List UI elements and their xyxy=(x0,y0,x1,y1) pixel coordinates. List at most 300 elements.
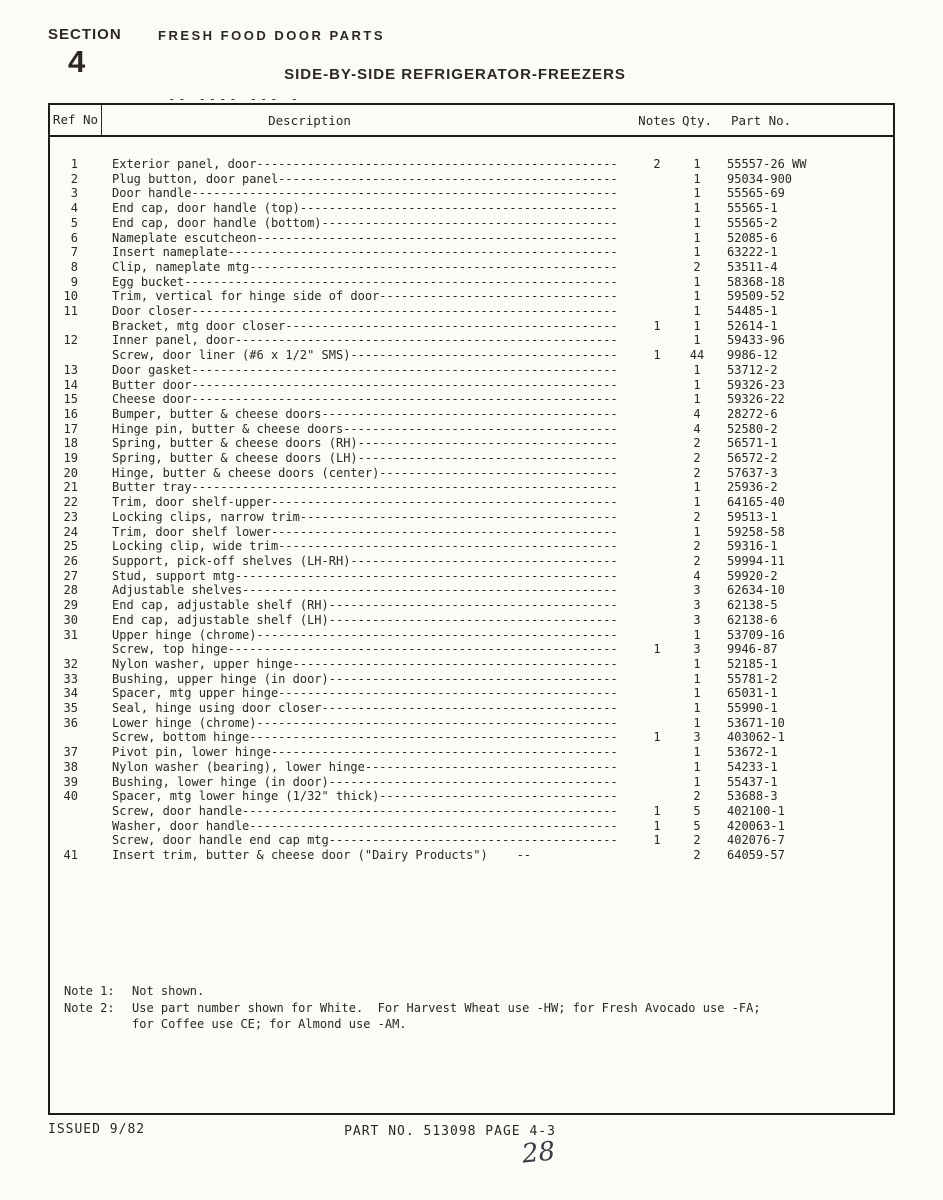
ref-no-cell: 39 xyxy=(63,774,78,789)
description-cell: Support, pick-off shelves (LH-RH)------------------------------------- xyxy=(112,553,618,568)
table-row xyxy=(50,760,893,775)
handwritten-page-number: 28 xyxy=(520,1136,557,1170)
qty-cell: 1 xyxy=(693,627,701,642)
description-cell: Exterior panel, door-------------------------------------------------- xyxy=(112,157,618,171)
table-row xyxy=(50,804,893,819)
qty-cell: 3 xyxy=(693,612,701,627)
qty-cell: 1 xyxy=(693,333,701,348)
ref-no-cell: 40 xyxy=(63,789,78,804)
table-row xyxy=(50,260,893,275)
ref-no-cell: 3 xyxy=(70,186,78,201)
notes-cell xyxy=(637,598,677,613)
description-cell: Door closer----------------------------------------------------------- xyxy=(112,304,618,319)
table-row xyxy=(50,716,893,731)
notes-cell xyxy=(637,789,677,804)
description-cell: Bumper, butter & cheese doors----------------------------------------- xyxy=(112,406,618,421)
description-cell: Clip, nameplate mtg--------------------------------------------------- xyxy=(112,259,618,274)
table-row xyxy=(50,642,893,657)
ref-no-cell: 33 xyxy=(63,671,78,686)
qty-cell: 1 xyxy=(693,686,701,701)
ref-no-cell: 27 xyxy=(63,568,78,583)
description-cell: End cap, door handle (bottom)----------------------------------------- xyxy=(112,215,618,230)
qty-cell: 1 xyxy=(693,671,701,686)
notes-cell xyxy=(637,260,677,275)
qty-cell: 3 xyxy=(693,598,701,613)
qty-cell: 3 xyxy=(693,642,701,657)
ref-no-cell: 30 xyxy=(63,612,78,627)
notes-cell xyxy=(637,745,677,760)
table-row xyxy=(50,201,893,216)
qty-cell: 1 xyxy=(693,745,701,760)
ref-no-cell: 25 xyxy=(63,539,78,554)
part-no-cell: 62138-6 xyxy=(727,612,778,627)
description-cell: Adjustable shelves---------------------------------------------------- xyxy=(112,583,618,598)
description-cell: Lower hinge (chrome)-------------------------------------------------- xyxy=(112,715,618,730)
table-header-row xyxy=(50,105,893,137)
qty-cell: 1 xyxy=(693,701,701,716)
table-row xyxy=(50,378,893,393)
section-subtitle: FRESH FOOD DOOR PARTS xyxy=(158,28,386,43)
table-row xyxy=(50,598,893,613)
ref-no-cell: 24 xyxy=(63,524,78,539)
description-cell: Stud, support mtg----------------------------------------------------- xyxy=(112,568,618,583)
description-cell: Bushing, lower hinge (in door)---------------------------------------- xyxy=(112,774,618,789)
part-no-cell: 25936-2 xyxy=(727,480,778,495)
table-row xyxy=(50,525,893,540)
description-cell: Butter tray----------------------------------------------------------- xyxy=(112,480,618,495)
description-cell: Spring, butter & cheese doors (LH)------------------------------------ xyxy=(112,451,618,466)
ref-no-cell: 41 xyxy=(63,848,78,863)
footnote-2-text-line2: for Coffee use CE; for Almond use -AM. xyxy=(132,1017,407,1031)
description-cell: Screw, door handle---------------------------------------------------- xyxy=(112,803,618,818)
notes-cell xyxy=(637,480,677,495)
qty-cell: 1 xyxy=(693,759,701,774)
notes-cell xyxy=(637,701,677,716)
notes-cell xyxy=(637,716,677,731)
description-cell: Bracket, mtg door closer---------------------------------------------- xyxy=(112,318,618,333)
table-row xyxy=(50,245,893,260)
description-cell: Egg bucket------------------------------------------------------------ xyxy=(112,274,618,289)
ref-no-cell xyxy=(50,319,102,334)
footnote-1 xyxy=(64,983,761,1000)
qty-cell: 1 xyxy=(693,524,701,539)
part-no-cell: 55565-69 xyxy=(727,186,785,201)
description-cell: Nylon washer (bearing), lower hinge----------------------------------- xyxy=(112,759,618,774)
notes-cell xyxy=(637,186,677,201)
footnote-2-indent-spacer xyxy=(64,1016,132,1033)
part-no-cell: 52185-1 xyxy=(727,656,778,671)
notes-cell xyxy=(637,451,677,466)
footer-part-number: PART NO. 513098 PAGE 4-3 xyxy=(344,1124,556,1139)
part-no-cell: 64165-40 xyxy=(727,495,785,510)
notes-cell xyxy=(637,657,677,672)
table-row xyxy=(50,186,893,201)
ref-no-cell: 12 xyxy=(63,333,78,348)
ref-no-cell: 13 xyxy=(63,362,78,377)
part-no-cell: 59509-52 xyxy=(727,289,785,304)
qty-cell: 1 xyxy=(693,274,701,289)
qty-cell: 2 xyxy=(693,436,701,451)
description-cell: Hinge pin, butter & cheese doors-------------------------------------- xyxy=(112,421,618,436)
section-label: SECTION xyxy=(48,26,122,43)
qty-cell: 1 xyxy=(693,392,701,407)
table-row xyxy=(50,848,893,863)
footnote-2-label: Note 2: xyxy=(64,1000,115,1015)
notes-cell: 1 xyxy=(653,730,661,745)
notes-cell xyxy=(637,304,677,319)
qty-cell: 3 xyxy=(693,583,701,598)
notes-cell xyxy=(637,289,677,304)
qty-cell: 1 xyxy=(693,215,701,230)
qty-cell: 2 xyxy=(693,259,701,274)
ref-no-cell: 11 xyxy=(63,304,78,319)
ref-no-cell: 6 xyxy=(70,230,78,245)
notes-cell xyxy=(637,583,677,598)
notes-cell: 1 xyxy=(653,642,661,657)
table-row xyxy=(50,348,893,363)
notes-cell xyxy=(637,672,677,687)
table-row xyxy=(50,466,893,481)
notes-cell xyxy=(637,231,677,246)
ref-no-cell: 34 xyxy=(63,686,78,701)
ref-no-cell: 17 xyxy=(63,421,78,436)
notes-cell xyxy=(637,775,677,790)
table-row xyxy=(50,436,893,451)
table-row xyxy=(50,480,893,495)
part-no-cell: 64059-57 xyxy=(727,848,785,863)
table-row xyxy=(50,216,893,231)
page-title: SIDE-BY-SIDE REFRIGERATOR-FREEZERS xyxy=(284,66,626,83)
description-cell: Plug button, door panel----------------------------------------------- xyxy=(112,171,618,186)
table-row xyxy=(50,157,893,172)
notes-cell xyxy=(637,495,677,510)
part-no-cell: 59433-96 xyxy=(727,333,785,348)
part-no-cell: 55437-1 xyxy=(727,774,778,789)
ref-no-cell xyxy=(50,819,102,834)
notes-cell xyxy=(637,760,677,775)
qty-cell: 1 xyxy=(693,715,701,730)
ref-no-cell: 5 xyxy=(70,215,78,230)
notes-cell xyxy=(637,628,677,643)
part-no-cell: 59326-22 xyxy=(727,392,785,407)
table-row xyxy=(50,745,893,760)
header-qty: Qty. xyxy=(681,112,713,128)
description-cell: Cheese door----------------------------------------------------------- xyxy=(112,392,618,407)
header-part-no: Part No. xyxy=(731,112,792,128)
table-row xyxy=(50,407,893,422)
part-no-cell: 59326-23 xyxy=(727,377,785,392)
table-row xyxy=(50,569,893,584)
qty-cell: 1 xyxy=(693,656,701,671)
footnote-1-label: Note 1: xyxy=(64,984,115,998)
ref-no-cell: 23 xyxy=(63,509,78,524)
description-cell: Screw, bottom hinge--------------------------------------------------- xyxy=(112,730,618,745)
part-no-cell: 55565-1 xyxy=(727,201,778,216)
notes-cell xyxy=(637,407,677,422)
qty-cell: 2 xyxy=(693,451,701,466)
ref-no-cell: 9 xyxy=(70,274,78,289)
part-no-cell: 53688-3 xyxy=(727,789,778,804)
description-cell: Butter door----------------------------------------------------------- xyxy=(112,377,618,392)
description-cell: Trim, door shelf-upper------------------------------------------------ xyxy=(112,495,618,510)
notes-cell: 1 xyxy=(653,818,661,833)
description-cell: End cap, door handle (top)-------------------------------------------- xyxy=(112,201,618,216)
ref-no-cell: 31 xyxy=(63,627,78,642)
ref-no-cell: 36 xyxy=(63,715,78,730)
notes-cell xyxy=(637,201,677,216)
notes-cell xyxy=(637,613,677,628)
notes-cell xyxy=(637,333,677,348)
ref-no-cell: 19 xyxy=(63,451,78,466)
footnote-2 xyxy=(64,1000,761,1017)
table-row xyxy=(50,730,893,745)
part-no-cell: 59920-2 xyxy=(727,568,778,583)
table-row xyxy=(50,628,893,643)
part-no-cell: 56571-1 xyxy=(727,436,778,451)
ref-no-cell: 35 xyxy=(63,701,78,716)
qty-cell: 1 xyxy=(693,171,701,186)
description-cell: Washer, door handle--------------------------------------------------- xyxy=(112,818,618,833)
qty-cell: 1 xyxy=(693,304,701,319)
description-cell: Upper hinge (chrome)-------------------------------------------------- xyxy=(112,627,618,642)
section-number: 4 xyxy=(68,44,86,79)
qty-cell: 1 xyxy=(693,774,701,789)
part-no-cell: 9946-87 xyxy=(727,642,778,657)
part-no-cell: 55990-1 xyxy=(727,701,778,716)
ref-no-cell xyxy=(50,348,102,363)
ref-no-cell: 28 xyxy=(63,583,78,598)
ref-no-cell: 10 xyxy=(63,289,78,304)
qty-cell: 1 xyxy=(693,245,701,260)
ref-no-cell xyxy=(50,642,102,657)
part-no-cell: 420063-1 xyxy=(727,818,785,833)
table-row xyxy=(50,451,893,466)
qty-cell: 2 xyxy=(693,848,701,863)
qty-cell: 3 xyxy=(693,730,701,745)
part-no-cell: 53709-16 xyxy=(727,627,785,642)
qty-cell: 1 xyxy=(693,157,701,171)
notes-cell xyxy=(637,275,677,290)
notes-cell xyxy=(637,554,677,569)
part-no-cell: 55565-2 xyxy=(727,215,778,230)
table-row xyxy=(50,789,893,804)
table-row xyxy=(50,583,893,598)
qty-cell: 4 xyxy=(693,568,701,583)
ref-no-cell: 20 xyxy=(63,465,78,480)
part-no-cell: 54233-1 xyxy=(727,759,778,774)
ref-no-cell xyxy=(50,730,102,745)
description-cell: Spacer, mtg upper hinge----------------------------------------------- xyxy=(112,686,618,701)
description-cell: Insert nameplate------------------------------------------------------ xyxy=(112,245,618,260)
description-cell: End cap, adjustable shelf (RH)---------------------------------------- xyxy=(112,598,618,613)
part-no-cell: 65031-1 xyxy=(727,686,778,701)
table-body xyxy=(50,137,893,863)
part-no-cell: 28272-6 xyxy=(727,406,778,421)
part-no-cell: 53511-4 xyxy=(727,259,778,274)
qty-cell: 5 xyxy=(693,818,701,833)
description-cell: Trim, vertical for hinge side of door--------------------------------- xyxy=(112,289,618,304)
part-no-cell: 59513-1 xyxy=(727,509,778,524)
notes-cell: 2 xyxy=(653,157,661,171)
footer-issued-date: ISSUED 9/82 xyxy=(48,1122,146,1137)
notes-cell xyxy=(637,172,677,187)
table-row xyxy=(50,554,893,569)
description-cell: Nameplate escutcheon-------------------------------------------------- xyxy=(112,230,618,245)
description-cell: Door gasket----------------------------------------------------------- xyxy=(112,362,618,377)
table-row xyxy=(50,539,893,554)
notes-cell xyxy=(637,848,677,863)
table-row xyxy=(50,319,893,334)
part-no-cell: 52580-2 xyxy=(727,421,778,436)
footnote-2-text-line1: Use part number shown for White. For Harvest Wheat use -HW; for Fresh Avocado use -FA; xyxy=(132,1000,761,1015)
table-row xyxy=(50,231,893,246)
table-row xyxy=(50,510,893,525)
ref-no-cell: 38 xyxy=(63,759,78,774)
part-no-cell: 403062-1 xyxy=(727,730,785,745)
description-cell: Bushing, upper hinge (in door)---------------------------------------- xyxy=(112,671,618,686)
table-row xyxy=(50,775,893,790)
qty-cell: 2 xyxy=(693,833,701,848)
ref-no-cell xyxy=(50,833,102,848)
ref-no-cell: 2 xyxy=(70,171,78,186)
qty-cell: 2 xyxy=(693,539,701,554)
description-cell: Hinge, butter & cheese doors (center)--------------------------------- xyxy=(112,465,618,480)
description-cell: Door handle----------------------------------------------------------- xyxy=(112,186,618,201)
part-no-cell: 62138-5 xyxy=(727,598,778,613)
ref-no-cell: 4 xyxy=(70,201,78,216)
description-cell: Screw, door handle end cap mtg---------------------------------------- xyxy=(112,833,618,848)
description-cell: Insert trim, butter & cheese door ("Dairy Products") -- xyxy=(112,848,532,863)
qty-cell: 1 xyxy=(693,230,701,245)
table-row xyxy=(50,819,893,834)
ref-no-cell: 18 xyxy=(63,436,78,451)
part-no-cell: 9986-12 xyxy=(727,348,778,363)
notes-cell xyxy=(637,466,677,481)
qty-cell: 1 xyxy=(693,186,701,201)
notes-cell xyxy=(637,436,677,451)
description-cell: Spring, butter & cheese doors (RH)------------------------------------ xyxy=(112,436,618,451)
description-cell: End cap, adjustable shelf (LH)---------------------------------------- xyxy=(112,612,618,627)
part-no-cell: 52614-1 xyxy=(727,318,778,333)
description-cell: Pivot pin, lower hinge------------------------------------------------ xyxy=(112,745,618,760)
description-cell: Seal, hinge using door closer----------------------------------------- xyxy=(112,701,618,716)
table-row xyxy=(50,495,893,510)
footnote-2-continued xyxy=(64,1016,761,1033)
notes-cell xyxy=(637,422,677,437)
qty-cell: 2 xyxy=(693,509,701,524)
table-row xyxy=(50,672,893,687)
table-row xyxy=(50,657,893,672)
description-cell: Spacer, mtg lower hinge (1/32" thick)--------------------------------- xyxy=(112,789,618,804)
qty-cell: 1 xyxy=(693,495,701,510)
qty-cell: 4 xyxy=(693,421,701,436)
notes-cell xyxy=(637,539,677,554)
table-row xyxy=(50,392,893,407)
qty-cell: 5 xyxy=(693,803,701,818)
qty-cell: 4 xyxy=(693,406,701,421)
qty-cell: 1 xyxy=(693,480,701,495)
scan-artifact-marks: -- ---- --- - xyxy=(168,92,301,106)
part-no-cell: 53672-1 xyxy=(727,745,778,760)
ref-no-cell: 1 xyxy=(70,157,78,171)
notes-cell xyxy=(637,686,677,701)
ref-no-cell: 15 xyxy=(63,392,78,407)
qty-cell: 2 xyxy=(693,553,701,568)
ref-no-cell: 37 xyxy=(63,745,78,760)
table-row xyxy=(50,422,893,437)
notes-cell xyxy=(637,378,677,393)
part-no-cell: 55557-26 WW xyxy=(727,157,807,171)
ref-no-cell: 7 xyxy=(70,245,78,260)
qty-cell: 1 xyxy=(693,201,701,216)
description-cell: Screw, top hinge------------------------------------------------------ xyxy=(112,642,618,657)
description-cell: Screw, door liner (#6 x 1/2" SMS)------------------------------------- xyxy=(112,348,618,363)
parts-table xyxy=(48,103,895,1115)
notes-cell: 1 xyxy=(653,833,661,848)
notes-cell: 1 xyxy=(653,803,661,818)
part-no-cell: 58368-18 xyxy=(727,274,785,289)
ref-no-cell: 8 xyxy=(70,259,78,274)
part-no-cell: 59994-11 xyxy=(727,553,785,568)
qty-cell: 44 xyxy=(689,348,705,363)
ref-no-cell: 29 xyxy=(63,598,78,613)
header-ref-no: Ref No xyxy=(50,105,102,135)
part-no-cell: 53712-2 xyxy=(727,362,778,377)
notes-cell xyxy=(637,510,677,525)
part-no-cell: 402076-7 xyxy=(727,833,785,848)
ref-no-cell: 21 xyxy=(63,480,78,495)
table-row xyxy=(50,833,893,848)
table-row xyxy=(50,275,893,290)
qty-cell: 1 xyxy=(693,289,701,304)
ref-no-cell xyxy=(50,804,102,819)
part-no-cell: 56572-2 xyxy=(727,451,778,466)
part-no-cell: 53671-10 xyxy=(727,715,785,730)
table-row xyxy=(50,686,893,701)
ref-no-cell: 26 xyxy=(63,553,78,568)
notes-cell xyxy=(637,216,677,231)
header-description: Description xyxy=(268,112,351,128)
qty-cell: 2 xyxy=(693,789,701,804)
footnotes xyxy=(64,983,761,1033)
part-no-cell: 54485-1 xyxy=(727,304,778,319)
header-notes: Notes xyxy=(638,112,676,128)
table-row xyxy=(50,701,893,716)
part-no-cell: 52085-6 xyxy=(727,230,778,245)
table-row xyxy=(50,289,893,304)
description-cell: Locking clips, narrow trim-------------------------------------------- xyxy=(112,509,618,524)
qty-cell: 1 xyxy=(693,318,701,333)
ref-no-cell: 14 xyxy=(63,377,78,392)
qty-cell: 1 xyxy=(693,362,701,377)
part-no-cell: 63222-1 xyxy=(727,245,778,260)
table-row xyxy=(50,613,893,628)
notes-cell xyxy=(637,363,677,378)
description-cell: Trim, door shelf lower------------------------------------------------ xyxy=(112,524,618,539)
part-no-cell: 55781-2 xyxy=(727,671,778,686)
description-cell: Locking clip, wide trim----------------------------------------------- xyxy=(112,539,618,554)
table-row xyxy=(50,363,893,378)
table-row xyxy=(50,172,893,187)
part-no-cell: 95034-900 xyxy=(727,171,793,186)
table-row xyxy=(50,304,893,319)
notes-cell: 1 xyxy=(653,348,661,363)
notes-cell xyxy=(637,569,677,584)
part-no-cell: 62634-10 xyxy=(727,583,785,598)
description-cell: Inner panel, door----------------------------------------------------- xyxy=(112,333,618,348)
ref-no-cell: 16 xyxy=(63,406,78,421)
ref-no-cell: 32 xyxy=(63,656,78,671)
